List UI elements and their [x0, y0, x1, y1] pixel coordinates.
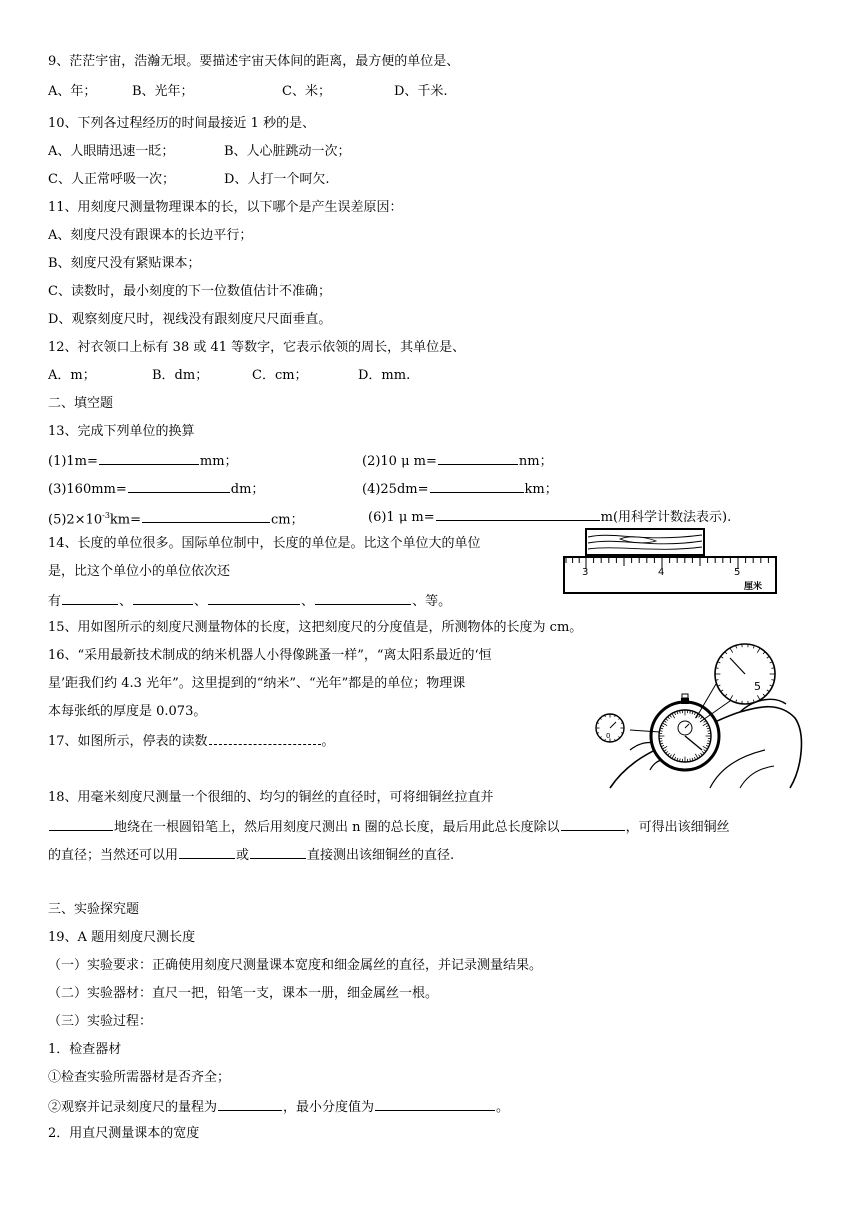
q13-item-2: (2)10 μ m= nm；	[362, 454, 553, 469]
q14-blank-4[interactable]	[315, 592, 411, 605]
q16-line-3: 本每张纸的厚度是 0.073。	[48, 704, 207, 719]
q19-process: （三）实验过程：	[48, 1014, 153, 1029]
q9-option-b: B、光年；	[132, 84, 194, 99]
q10-options-row1	[48, 144, 351, 160]
q13-item-1: (1)1m= mm；	[48, 454, 238, 469]
q15-text: 15、用如图所示的刻度尺测量物体的长度，这把刻度尺的分度值是，所测物体的长度为 cm。	[48, 620, 583, 635]
q13-blank-2[interactable]	[438, 452, 518, 465]
q12-option-d: D．mm.	[358, 368, 411, 383]
q11-option-d: D、观察刻度尺时，视线没有跟刻度尺尺面垂直。	[48, 312, 332, 327]
q10-stem: 10、下列各过程经历的时间最接近 1 秒的是、	[48, 116, 316, 131]
q18-line-1: 18、用毫米刻度尺测量一个很细的、均匀的铜丝的直径时，可将细铜丝拉直并	[48, 790, 494, 805]
q13-blank-1[interactable]	[99, 452, 199, 465]
q19-step-2: 2．用直尺测量课本的宽度	[48, 1126, 200, 1141]
q10-option-d: D、人打一个呵欠.	[224, 172, 330, 187]
q18-line-2: 地绕在一根圆铅笔上，然后用刻度尺测出 n 圈的总长度，最后用此总长度除以 ，可得出该细铜丝	[48, 818, 730, 836]
q18-blank-1[interactable]	[49, 818, 113, 831]
q13-blank-6[interactable]	[436, 508, 600, 521]
ruler-label-5: 5	[734, 567, 741, 578]
q10-option-b: B、人心脏跳动一次；	[224, 144, 351, 159]
q14-line-3: 有 、 、 、 、等。	[48, 594, 452, 609]
q19-title: 19、A 题用刻度尺测长度	[48, 930, 196, 945]
q10-option-c: C、人正常呼吸一次；	[48, 172, 175, 187]
q19-equipment: （二）实验器材：直尺一把，铅笔一支，课本一册，细金属丝一根。	[48, 986, 439, 1001]
q13-item-3: (3)160mm= dm；	[48, 482, 265, 497]
ruler-unit-label: 厘米	[744, 582, 763, 592]
q19-requirement: （一）实验要求：正确使用刻度尺测量课本宽度和细金属丝的直径，并记录测量结果。	[48, 958, 543, 973]
q10-options-row2	[48, 172, 330, 188]
q9-options	[48, 84, 448, 100]
section-title-fill-in: 二、填空题	[48, 396, 114, 411]
q13-stem: 13、完成下列单位的换算	[48, 424, 195, 439]
q11-option-b: B、刻度尺没有紧贴课本；	[48, 256, 201, 271]
q12-option-c: C．cm；	[252, 368, 308, 383]
ruler-measurement-figure	[560, 527, 782, 599]
q17-text: 17、如图所示，停表的读数 。	[48, 734, 335, 749]
q13-blank-5[interactable]	[142, 510, 270, 523]
q11-stem: 11、用刻度尺测量物理课本的长，以下哪个是产生误差原因：	[48, 200, 403, 215]
q14-blank-1[interactable]	[62, 592, 118, 605]
stopwatch-figure	[590, 638, 812, 798]
zoom-dial-label-5: 5	[754, 680, 761, 693]
ruler-label-3: 3	[582, 567, 589, 578]
section-title-experiment: 三、实验探究题	[48, 902, 140, 917]
q13-item-5: $(5)2\times 10^{-3}km=$ cm；	[48, 511, 304, 528]
q18-blank-4[interactable]	[250, 846, 306, 859]
q13-item-6: (6)1 μ m= m(用科学计数法表示).	[368, 510, 732, 525]
q10-option-a: A、人眼睛迅速一眨；	[48, 144, 175, 159]
ruler-label-4: 4	[658, 567, 665, 578]
q12-options	[48, 368, 410, 384]
q12-stem: 12、衬衣领口上标有 38 或 41 等数字，它表示依领的周长，其单位是、	[48, 340, 466, 355]
q18-blank-2[interactable]	[561, 818, 625, 831]
q19-step-1: 1．检查器材	[48, 1042, 122, 1057]
q16-line-2: 星’距我们约 4.3 光年”。这里提到的“纳米”、“光年”都是的单位；物理课	[48, 676, 466, 691]
q9-option-a: A、年；	[48, 84, 97, 99]
q17-blank[interactable]	[209, 732, 321, 745]
q16-line-1: 16、“采用最新技术制成的纳米机器人小得像跳蚤一样”，“离太阳系最近的‘恒	[48, 648, 492, 663]
q12-option-b: B．dm；	[152, 368, 209, 383]
q19-step-1a: ①检查实验所需器材是否齐全；	[48, 1070, 231, 1085]
q18-blank-3[interactable]	[179, 846, 235, 859]
q13-blank-3[interactable]	[128, 480, 230, 493]
wood-block	[586, 529, 704, 555]
q13-blank-4[interactable]	[430, 480, 524, 493]
q13-item-4: (4)25dm= km；	[362, 482, 558, 497]
q14-line-2: 是，比这个单位小的单位依次还	[48, 564, 231, 579]
q14-blank-2[interactable]	[133, 592, 193, 605]
q9-stem: 9、茫茫宇宙，浩瀚无垠。要描述宇宙天体间的距离，最方便的单位是、	[48, 54, 460, 69]
q19-range-blank[interactable]	[218, 1098, 282, 1111]
q14-line-1: 14、长度的单位很多。国际单位制中，长度的单位是。比这个单位大的单位	[48, 536, 481, 551]
zoom-dial-label-0: 0	[606, 732, 611, 740]
q19-step-1b: ②观察并记录刻度尺的量程为 ，最小分度值为 。	[48, 1100, 510, 1115]
q19-division-blank[interactable]	[375, 1098, 495, 1111]
q18-line-3: 的直径；当然还可以用 或 直接测出该细铜丝的直径.	[48, 848, 455, 863]
q9-option-d: D、千米.	[394, 84, 448, 99]
q9-option-c: C、米；	[282, 84, 331, 99]
q14-blank-3[interactable]	[208, 592, 300, 605]
q11-option-c: C、读数时，最小刻度的下一位数值估计不准确；	[48, 284, 331, 299]
q11-option-a: A、刻度尺没有跟课本的长边平行；	[48, 228, 253, 243]
q12-option-a: A．m；	[48, 368, 96, 383]
